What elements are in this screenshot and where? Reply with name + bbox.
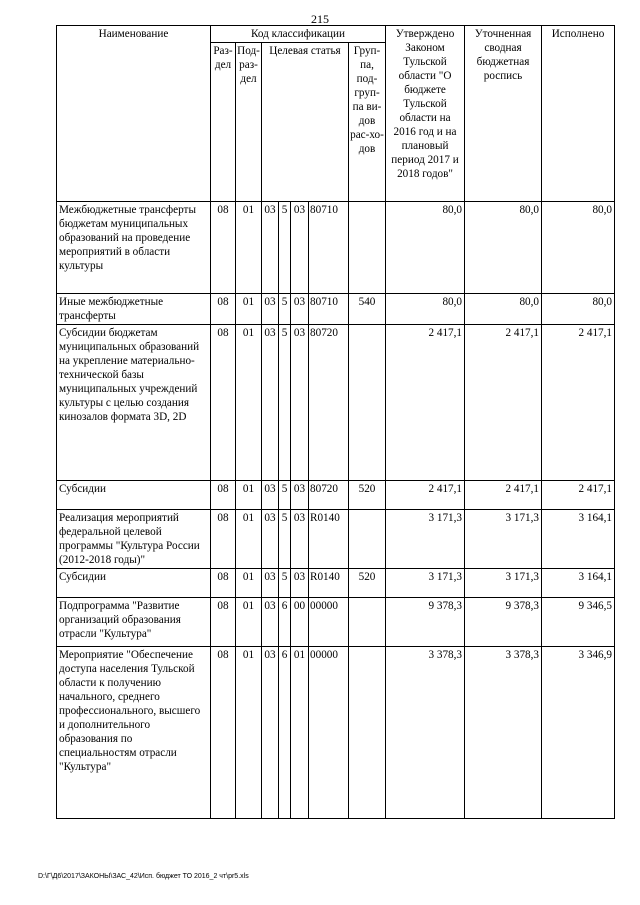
- header-classification-code: Код классификации: [211, 26, 386, 43]
- row-section: 08: [211, 324, 236, 480]
- row-refined: 3 378,3: [465, 646, 542, 818]
- row-target-3: 00: [291, 597, 309, 646]
- row-target-4: 80710: [309, 201, 349, 293]
- table-row: [57, 568, 615, 597]
- row-approved: 2 417,1: [386, 324, 465, 480]
- row-approved: 3 171,3: [386, 509, 465, 568]
- row-section: 08: [211, 201, 236, 293]
- page-number: 215: [311, 12, 329, 26]
- row-target-3: 03: [291, 201, 309, 293]
- row-approved: 80,0: [386, 201, 465, 293]
- table-row: [57, 293, 615, 324]
- row-target-4: 80720: [309, 324, 349, 480]
- row-expense-group: 520: [349, 568, 386, 597]
- row-subsection: 01: [236, 597, 262, 646]
- row-executed: 3 346,9: [542, 646, 615, 818]
- row-target-1: 03: [262, 293, 279, 324]
- row-subsection: 01: [236, 293, 262, 324]
- row-approved: 3 171,3: [386, 568, 465, 597]
- row-name: Субсидии: [57, 568, 211, 597]
- row-expense-group: [349, 646, 386, 818]
- row-target-2: 5: [279, 324, 291, 480]
- row-target-2: 5: [279, 568, 291, 597]
- table-body: [57, 201, 615, 818]
- row-target-3: 03: [291, 293, 309, 324]
- row-target-1: 03: [262, 201, 279, 293]
- row-subsection: 01: [236, 324, 262, 480]
- row-approved: 80,0: [386, 293, 465, 324]
- row-target-4: 80720: [309, 480, 349, 509]
- row-subsection: 01: [236, 509, 262, 568]
- row-target-1: 03: [262, 324, 279, 480]
- row-name: Реализация мероприятий федеральной целевой программы "Культура России (2012-2018 годы)": [57, 509, 211, 568]
- table-row: [57, 646, 615, 818]
- row-target-2: 5: [279, 201, 291, 293]
- row-executed: 2 417,1: [542, 324, 615, 480]
- row-expense-group: 540: [349, 293, 386, 324]
- header-name: Наименование: [57, 26, 211, 202]
- row-executed: 9 346,5: [542, 597, 615, 646]
- row-executed: 3 164,1: [542, 509, 615, 568]
- row-target-2: 5: [279, 480, 291, 509]
- row-executed: 80,0: [542, 293, 615, 324]
- row-refined: 3 171,3: [465, 509, 542, 568]
- row-target-1: 03: [262, 646, 279, 818]
- header-expense-group: Груп-па, под-груп-па ви-дов рас-хо-дов: [349, 43, 386, 202]
- row-expense-group: [349, 509, 386, 568]
- row-refined: 2 417,1: [465, 480, 542, 509]
- row-refined: 2 417,1: [465, 324, 542, 480]
- row-refined: 80,0: [465, 201, 542, 293]
- row-refined: 3 171,3: [465, 568, 542, 597]
- row-target-1: 03: [262, 480, 279, 509]
- footer-file-path: D:\Г\Д6\2017\ЗАКОНЫ\ЗАС_42\Исп. бюджет ТО 2016_2 чт\pr5.xls: [38, 873, 249, 880]
- table-row: [57, 509, 615, 568]
- header-executed: Исполнено: [542, 26, 615, 202]
- header-approved: Утверждено Законом Тульской области "О бюджете Тульской области на 2016 год и на плановый период 2017 и 2018 годов": [386, 26, 465, 202]
- row-expense-group: [349, 324, 386, 480]
- row-subsection: 01: [236, 646, 262, 818]
- row-target-4: 80710: [309, 293, 349, 324]
- row-expense-group: [349, 597, 386, 646]
- row-target-4: R0140: [309, 509, 349, 568]
- row-expense-group: 520: [349, 480, 386, 509]
- header-target-article: Целевая статья: [262, 43, 349, 60]
- row-target-4: R0140: [309, 568, 349, 597]
- row-section: 08: [211, 646, 236, 818]
- row-expense-group: [349, 201, 386, 293]
- row-name: Субсидии: [57, 480, 211, 509]
- row-target-1: 03: [262, 568, 279, 597]
- header-subsection: Под-раз-дел: [236, 43, 262, 202]
- row-approved: 2 417,1: [386, 480, 465, 509]
- row-name: Мероприятие "Обеспечение доступа населения Тульской области к получению начального, среднего профессионального, высшего и дополнительного образования по специальностям отрасли "Культура": [57, 646, 211, 818]
- row-target-1: 03: [262, 597, 279, 646]
- row-refined: 80,0: [465, 293, 542, 324]
- row-name: Иные межбюджетные трансферты: [57, 293, 211, 324]
- row-target-2: 5: [279, 509, 291, 568]
- row-section: 08: [211, 597, 236, 646]
- row-section: 08: [211, 293, 236, 324]
- row-target-2: 6: [279, 646, 291, 818]
- table-row: [57, 597, 615, 646]
- row-name: Субсидии бюджетам муниципальных образований на укрепление материально-технической базы муниципальных учреждений культуры с целью создания кинозалов формата 3D, 2D: [57, 324, 211, 480]
- row-subsection: 01: [236, 201, 262, 293]
- row-executed: 2 417,1: [542, 480, 615, 509]
- row-target-4: 00000: [309, 646, 349, 818]
- row-section: 08: [211, 509, 236, 568]
- row-section: 08: [211, 480, 236, 509]
- row-approved: 3 378,3: [386, 646, 465, 818]
- row-approved: 9 378,3: [386, 597, 465, 646]
- table-row: [57, 324, 615, 480]
- row-target-3: 03: [291, 509, 309, 568]
- row-name: Подпрограмма "Развитие организаций образования отрасли "Культура": [57, 597, 211, 646]
- table-row: [57, 480, 615, 509]
- header-refined: Уточненная сводная бюджетная роспись: [465, 26, 542, 202]
- row-target-3: 01: [291, 646, 309, 818]
- budget-table: [56, 25, 615, 819]
- row-executed: 80,0: [542, 201, 615, 293]
- row-refined: 9 378,3: [465, 597, 542, 646]
- row-subsection: 01: [236, 568, 262, 597]
- table-row: [57, 201, 615, 293]
- row-target-1: 03: [262, 509, 279, 568]
- row-executed: 3 164,1: [542, 568, 615, 597]
- row-target-3: 03: [291, 480, 309, 509]
- row-target-3: 03: [291, 568, 309, 597]
- row-target-3: 03: [291, 324, 309, 480]
- row-target-2: 5: [279, 293, 291, 324]
- row-subsection: 01: [236, 480, 262, 509]
- header-section: Раз-дел: [211, 43, 236, 202]
- row-name: Межбюджетные трансферты бюджетам муниципальных образований на проведение мероприятий в области культуры: [57, 201, 211, 293]
- row-target-2: 6: [279, 597, 291, 646]
- row-section: 08: [211, 568, 236, 597]
- row-target-4: 00000: [309, 597, 349, 646]
